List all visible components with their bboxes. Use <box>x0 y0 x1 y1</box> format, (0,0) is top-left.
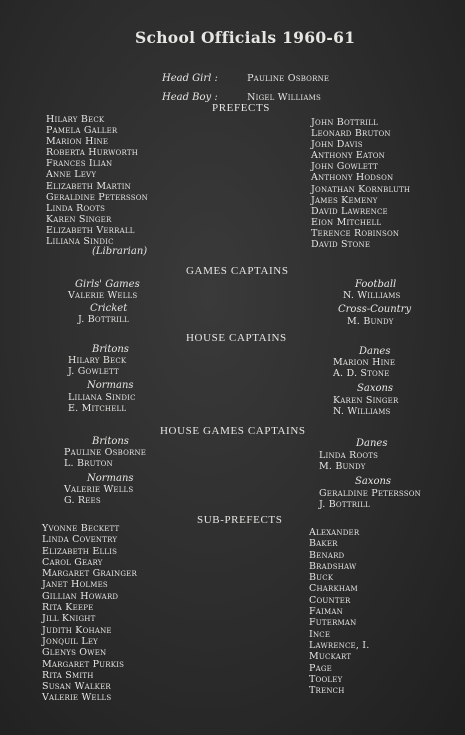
hc-saxons-label: Saxons <box>357 383 394 394</box>
prefects-left-list <box>46 114 148 247</box>
list-item: Elizabeth Ellis <box>42 545 118 557</box>
list-item: Elizabeth Martin <box>46 180 132 192</box>
list-item: John Gowlett <box>311 161 378 173</box>
hc-britons-label: Britons <box>92 344 129 355</box>
list-item: Glenys Owen <box>42 647 107 659</box>
librarian-note: (Librarian) <box>92 246 148 257</box>
list-item: Margaret Grainger <box>42 568 137 580</box>
cricket-name: J. Bottrill <box>78 314 129 325</box>
football-name: N. Williams <box>343 290 401 301</box>
girls-games-label: Girls' Games <box>75 279 140 290</box>
list-item: David Stone <box>311 239 371 251</box>
hgc-britons-label: Britons <box>92 436 129 447</box>
hc-saxons-list <box>333 395 398 417</box>
list-item: Liliana Sindic <box>68 392 136 403</box>
hc-danes-list <box>333 357 395 379</box>
list-item: Geraldine Petersson <box>46 191 148 203</box>
list-item: Marion Hine <box>46 136 109 148</box>
head-girl-line <box>162 66 329 85</box>
list-item: Alexander <box>309 527 360 538</box>
hc-normans-label: Normans <box>87 380 134 391</box>
list-item: Roberta Hurworth <box>46 147 139 159</box>
list-item: M. Bundy <box>319 461 366 473</box>
hgc-saxons-list <box>319 488 421 510</box>
page-title: School Officials 1960-61 <box>135 28 356 47</box>
list-item: David Lawrence <box>311 205 388 217</box>
prefects-right-list <box>311 117 410 250</box>
list-item: Tooley <box>309 673 343 685</box>
hgc-saxons-label: Saxons <box>355 476 392 487</box>
sub-prefects-left-list <box>42 523 137 704</box>
games-captains-heading: GAMES CAPTAINS <box>186 265 289 277</box>
list-item: J. Gowlett <box>68 366 119 378</box>
list-item: J. Bottrill <box>319 499 370 511</box>
list-item: Jonathan Kornbluth <box>311 183 411 195</box>
list-item: N. Williams <box>333 406 391 418</box>
hc-normans-list <box>68 392 136 414</box>
list-item: Judith Kohane <box>42 624 112 636</box>
house-games-captains-heading: HOUSE GAMES CAPTAINS <box>160 425 306 437</box>
list-item: Benard <box>309 549 345 561</box>
list-item: Linda Roots <box>46 202 106 214</box>
list-item: Hilary Beck <box>46 114 105 125</box>
list-item: Faiman <box>309 606 343 618</box>
list-item: Muckart <box>309 651 352 663</box>
list-item: Karen Singer <box>46 213 112 225</box>
list-item: Pamela Galler <box>46 125 118 137</box>
list-item: Baker <box>309 538 338 550</box>
list-item: Leonard Bruton <box>311 128 391 140</box>
girls-games-name: Valerie Wells <box>68 290 138 301</box>
sub-prefects-heading: SUB-PREFECTS <box>197 514 283 526</box>
head-girl-label: Head Girl : <box>162 73 218 84</box>
list-item: Jonquil Ley <box>42 635 98 647</box>
list-item: Linda Roots <box>319 450 379 461</box>
list-item: Margaret Purkis <box>42 658 125 670</box>
hgc-danes-list <box>319 450 378 472</box>
list-item: Ince <box>309 628 331 640</box>
list-item: Frances Ilian <box>46 158 113 170</box>
list-item: L. Bruton <box>64 458 113 470</box>
list-item: Valerie Wells <box>42 692 112 704</box>
house-captains-heading: HOUSE CAPTAINS <box>186 332 287 344</box>
list-item: Gillian Howard <box>42 590 119 602</box>
sub-prefects-right-list <box>309 527 369 696</box>
hgc-britons-list <box>64 447 146 469</box>
list-item: Pauline Osborne <box>64 447 147 458</box>
list-item: John Davis <box>311 139 363 151</box>
hgc-danes-label: Danes <box>356 438 388 449</box>
list-item: Buck <box>309 572 334 584</box>
list-item: Karen Singer <box>333 395 399 406</box>
list-item: Eion Mitchell <box>311 216 382 228</box>
cross-country-name: M. Bundy <box>347 316 394 327</box>
list-item: Page <box>309 662 332 674</box>
head-girl-name: Pauline Osborne <box>247 73 330 84</box>
list-item: John Bottrill <box>311 117 378 128</box>
list-item: Rita Smith <box>42 669 94 681</box>
list-item: Futerman <box>309 617 357 629</box>
list-item: Janet Holmes <box>42 579 108 591</box>
list-item: Terence Robinson <box>311 227 400 239</box>
list-item: G. Rees <box>64 495 101 507</box>
list-item: A. D. Stone <box>333 368 390 380</box>
cross-country-label: Cross-Country <box>338 304 412 315</box>
list-item: Jill Knight <box>42 613 96 625</box>
list-item: Counter <box>309 594 351 606</box>
list-item: Yvonne Beckett <box>42 523 120 534</box>
list-item: Linda Coventry <box>42 534 118 546</box>
cricket-label: Cricket <box>90 303 128 314</box>
list-item: Hilary Beck <box>68 355 127 366</box>
head-boy-name: Nigel Williams <box>247 92 321 103</box>
prefects-heading: PREFECTS <box>212 102 270 114</box>
list-item: E. Mitchell <box>68 403 127 415</box>
list-item: Bradshaw <box>309 560 357 572</box>
list-item: Liliana Sindic <box>46 236 114 248</box>
list-item: Marion Hine <box>333 357 396 368</box>
list-item: Lawrence, I. <box>309 639 370 651</box>
list-item: Anthony Hodson <box>311 172 394 184</box>
list-item: Geraldine Petersson <box>319 488 421 499</box>
list-item: James Kemeny <box>311 194 378 206</box>
head-boy-label: Head Boy : <box>162 92 218 103</box>
football-label: Football <box>355 279 397 290</box>
list-item: Carol Geary <box>42 556 103 568</box>
hc-britons-list <box>68 355 126 377</box>
list-item: Charkham <box>309 583 358 595</box>
list-item: Elizabeth Verrall <box>46 224 135 236</box>
hgc-normans-list <box>64 484 133 506</box>
list-item: Anthony Eaton <box>311 150 386 162</box>
list-item: Rita Keepe <box>42 602 94 614</box>
hgc-normans-label: Normans <box>87 473 134 484</box>
list-item: Valerie Wells <box>64 484 134 495</box>
hc-danes-label: Danes <box>359 346 391 357</box>
list-item: Anne Levy <box>46 169 97 181</box>
list-item: Trench <box>309 685 345 697</box>
list-item: Susan Walker <box>42 681 111 693</box>
